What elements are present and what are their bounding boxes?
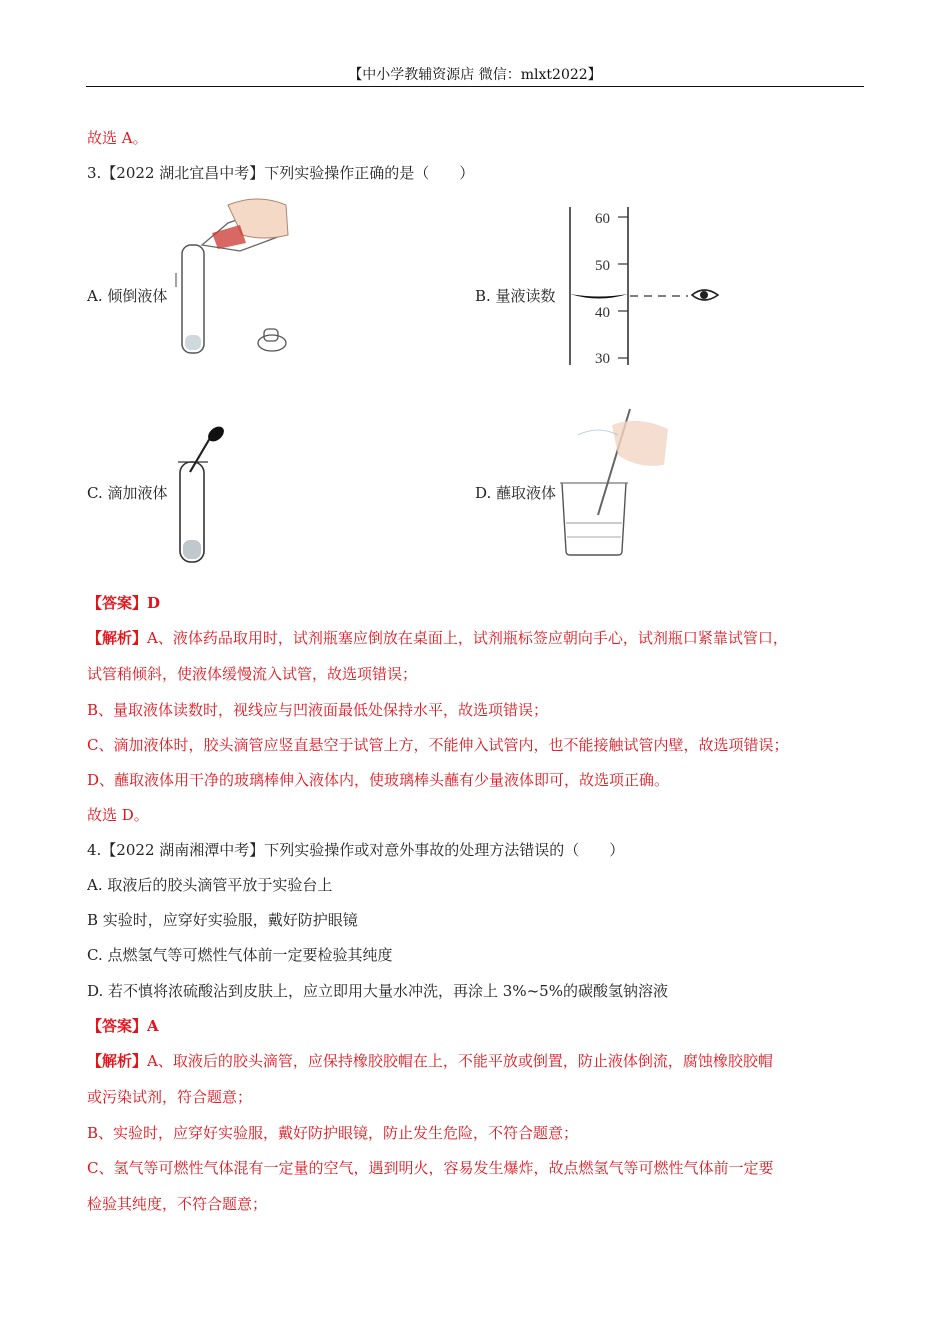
- cylinder-tick-40: 40: [595, 305, 610, 321]
- prev-conclusion: 故选 A。: [87, 129, 148, 147]
- q3-analysis-line-5: D、蘸取液体用干净的玻璃棒伸入液体内，使玻璃棒头蘸有少量液体即可，故选项正确。: [87, 771, 670, 789]
- q3-analysis-tag: 【解析】: [87, 629, 148, 647]
- page-header: 【中小学教辅资源店 微信：mlxt2022】: [86, 64, 864, 87]
- dropping-liquid-figure: [172, 422, 242, 567]
- cylinder-tick-50: 50: [595, 258, 610, 274]
- q4-answer: 【答案】A: [87, 1017, 159, 1035]
- dipping-liquid-figure: [558, 405, 673, 560]
- q4-option-b: B 实验时，应穿好实验服，戴好防护眼镜: [87, 911, 358, 929]
- q4-analysis-tag: 【解析】: [87, 1052, 148, 1070]
- q3-option-c-label: C. 滴加液体: [87, 484, 168, 502]
- q3-analysis-line-1: 【解析】A、液体药品取用时，试剂瓶塞应倒放在桌面上，试剂瓶标签应朝向手心，试剂瓶口紧靠试管口，: [87, 629, 788, 647]
- q3-stem: 3.【2022 湖北宜昌中考】下列实验操作正确的是（ ）: [87, 164, 475, 182]
- q3-option-d-label: D. 蘸取液体: [475, 484, 557, 502]
- cylinder-tick-60: 60: [595, 211, 610, 227]
- q4-analysis-line-2: 或污染试剂，符合题意；: [87, 1088, 253, 1106]
- q4-analysis-line-3: B、实验时，应穿好实验服，戴好防护眼镜，防止发生危险，不符合题意；: [87, 1124, 579, 1142]
- cylinder-reading-figure: [562, 205, 727, 370]
- cylinder-tick-30: 30: [595, 351, 610, 367]
- q3-conclusion: 故选 D。: [87, 806, 149, 824]
- q4-stem: 4.【2022 湖南湘潭中考】下列实验操作或对意外事故的处理方法错误的（ ）: [87, 841, 625, 859]
- q4-analysis-line-5: 检验其纯度，不符合题意；: [87, 1195, 268, 1213]
- q3-option-b-label: B. 量液读数: [475, 287, 556, 305]
- q4-analysis-line-1: 【解析】A、取液后的胶头滴管，应保持橡胶胶帽在上，不能平放或倒置，防止液体倒流，腐蚀橡胶胶帽: [87, 1052, 773, 1070]
- q4-option-a: A. 取液后的胶头滴管平放于实验台上: [87, 876, 333, 894]
- q4-option-d: D. 若不慎将浓硫酸沾到皮肤上，应立即用大量水冲洗，再涂上 3%~5%的碳酸氢钠溶液: [87, 982, 668, 1000]
- pouring-liquid-figure: [168, 195, 298, 360]
- q4-option-c: C. 点燃氢气等可燃性气体前一定要检验其纯度: [87, 946, 393, 964]
- q4-analysis-line-4: C、氢气等可燃性气体混有一定量的空气，遇到明火，容易发生爆炸，故点燃氢气等可燃性气体前一定要: [87, 1159, 774, 1177]
- q3-answer: 【答案】D: [87, 594, 161, 612]
- q3-option-a-label: A. 倾倒液体: [87, 287, 168, 305]
- q3-analysis-line-4: C、滴加液体时，胶头滴管应竖直悬空于试管上方，不能伸入试管内，也不能接触试管内壁，故选项错误；: [87, 736, 789, 754]
- q3-analysis-line-3: B、量取液体读数时，视线应与凹液面最低处保持水平，故选项错误；: [87, 701, 549, 719]
- q3-analysis-line-2: 试管稍倾斜，使液体缓慢流入试管，故选项错误；: [87, 665, 418, 683]
